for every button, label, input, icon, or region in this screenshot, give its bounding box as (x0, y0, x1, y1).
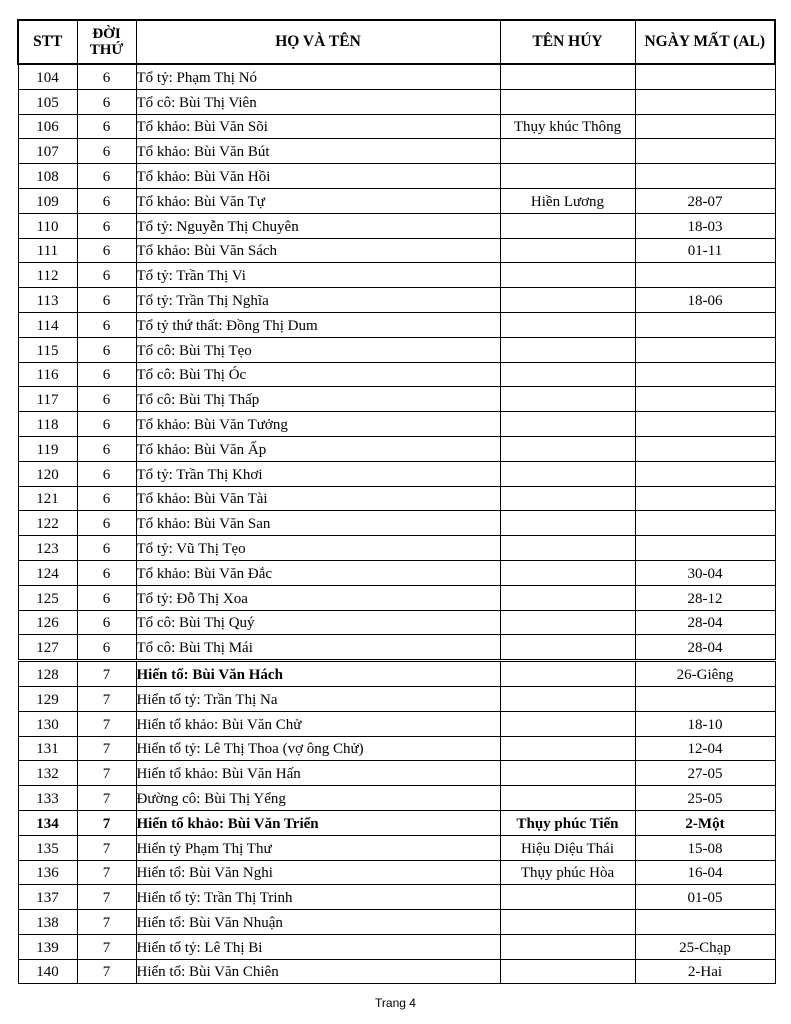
cell-generation: 6 (77, 337, 136, 362)
cell-death-date: 2-Một (635, 810, 775, 835)
header-name: HỌ VÀ TÊN (136, 20, 500, 64)
cell-alias (500, 436, 635, 461)
cell-generation: 7 (77, 910, 136, 935)
cell-name: Tổ tỷ: Vũ Thị Tẹo (136, 536, 500, 561)
cell-death-date (635, 89, 775, 114)
cell-alias (500, 288, 635, 313)
table-row (18, 835, 775, 860)
table-row (18, 436, 775, 461)
table-row (18, 412, 775, 437)
cell-alias (500, 934, 635, 959)
header-generation (77, 20, 136, 64)
cell-stt: 128 (18, 661, 77, 687)
cell-alias (500, 89, 635, 114)
cell-generation: 6 (77, 188, 136, 213)
cell-death-date (635, 263, 775, 288)
table-row (18, 560, 775, 585)
cell-name: Tổ tỷ: Nguyễn Thị Chuyên (136, 213, 500, 238)
cell-death-date: 01-05 (635, 885, 775, 910)
table-row (18, 959, 775, 984)
cell-alias (500, 910, 635, 935)
header-generation-line2: THỨ (89, 42, 124, 58)
cell-name: Tổ khảo: Bùi Văn Tưởng (136, 412, 500, 437)
cell-generation: 6 (77, 288, 136, 313)
cell-generation: 7 (77, 686, 136, 711)
cell-death-date: 28-04 (635, 635, 775, 661)
cell-death-date: 15-08 (635, 835, 775, 860)
table-row (18, 585, 775, 610)
cell-stt: 129 (18, 686, 77, 711)
cell-generation: 6 (77, 610, 136, 635)
cell-name: Tổ cô: Bùi Thị Tẹo (136, 337, 500, 362)
cell-generation: 7 (77, 711, 136, 736)
cell-name: Hiển tổ khảo: Bùi Văn Hấn (136, 761, 500, 786)
header-row (18, 20, 775, 64)
cell-generation: 6 (77, 114, 136, 139)
cell-stt: 131 (18, 736, 77, 761)
cell-name: Tổ cô: Bùi Thị Thấp (136, 387, 500, 412)
cell-generation: 6 (77, 164, 136, 189)
cell-death-date (635, 164, 775, 189)
cell-stt: 118 (18, 412, 77, 437)
cell-death-date (635, 362, 775, 387)
cell-death-date: 28-07 (635, 188, 775, 213)
cell-name: Tổ khảo: Bùi Văn Ấp (136, 436, 500, 461)
cell-generation: 7 (77, 835, 136, 860)
cell-generation: 7 (77, 661, 136, 687)
cell-stt: 123 (18, 536, 77, 561)
cell-stt: 105 (18, 89, 77, 114)
cell-name: Tổ cô: Bùi Thị Mái (136, 635, 500, 661)
cell-name: Tổ khảo: Bùi Văn Tự (136, 188, 500, 213)
cell-alias (500, 486, 635, 511)
table-row (18, 288, 775, 313)
cell-alias (500, 387, 635, 412)
table-row (18, 536, 775, 561)
cell-name: Hiển tổ: Bùi Văn Chiên (136, 959, 500, 984)
page-number: Trang 4 (375, 996, 416, 1010)
cell-stt: 137 (18, 885, 77, 910)
cell-death-date (635, 436, 775, 461)
cell-alias (500, 885, 635, 910)
cell-name: Tổ cô: Bùi Thị Óc (136, 362, 500, 387)
table-row (18, 910, 775, 935)
table-row (18, 139, 775, 164)
cell-stt: 111 (18, 238, 77, 263)
cell-death-date (635, 511, 775, 536)
cell-stt: 135 (18, 835, 77, 860)
cell-death-date (635, 387, 775, 412)
cell-generation: 7 (77, 934, 136, 959)
cell-alias (500, 511, 635, 536)
table-body (18, 64, 775, 984)
cell-name: Hiển tổ: Bùi Văn Nghi (136, 860, 500, 885)
cell-alias: Thụy phúc Tiến (500, 810, 635, 835)
table-row (18, 511, 775, 536)
cell-name: Tổ tỷ thứ thất: Đồng Thị Dum (136, 312, 500, 337)
cell-stt: 107 (18, 139, 77, 164)
cell-stt: 121 (18, 486, 77, 511)
cell-stt: 134 (18, 810, 77, 835)
cell-stt: 117 (18, 387, 77, 412)
cell-generation: 6 (77, 536, 136, 561)
cell-name: Hiển tổ tỷ: Trần Thị Na (136, 686, 500, 711)
header-generation-line1: ĐỜI (92, 26, 121, 42)
cell-death-date (635, 486, 775, 511)
cell-death-date (635, 461, 775, 486)
cell-death-date: 25-Chạp (635, 934, 775, 959)
cell-stt: 138 (18, 910, 77, 935)
cell-alias (500, 610, 635, 635)
cell-stt: 113 (18, 288, 77, 313)
table-header (18, 20, 775, 64)
cell-stt: 106 (18, 114, 77, 139)
cell-death-date (635, 536, 775, 561)
table-row (18, 686, 775, 711)
table-row (18, 885, 775, 910)
cell-generation: 6 (77, 312, 136, 337)
cell-stt: 119 (18, 436, 77, 461)
cell-generation: 6 (77, 238, 136, 263)
cell-alias (500, 786, 635, 811)
cell-stt: 122 (18, 511, 77, 536)
table-row (18, 661, 775, 687)
cell-stt: 110 (18, 213, 77, 238)
cell-alias (500, 412, 635, 437)
cell-name: Tổ khảo: Bùi Văn San (136, 511, 500, 536)
cell-alias: Hiền Lương (500, 188, 635, 213)
cell-death-date (635, 910, 775, 935)
cell-death-date (635, 412, 775, 437)
cell-name: Tổ tỷ: Trần Thị Vi (136, 263, 500, 288)
cell-stt: 132 (18, 761, 77, 786)
cell-stt: 136 (18, 860, 77, 885)
cell-generation: 7 (77, 786, 136, 811)
cell-generation: 7 (77, 885, 136, 910)
cell-stt: 124 (18, 560, 77, 585)
cell-name: Hiển tổ tỷ: Lê Thị Thoa (vợ ông Chử) (136, 736, 500, 761)
cell-stt: 139 (18, 934, 77, 959)
cell-name: Hiển tỷ Phạm Thị Thư (136, 835, 500, 860)
cell-generation: 6 (77, 486, 136, 511)
cell-stt: 140 (18, 959, 77, 984)
cell-generation: 6 (77, 362, 136, 387)
cell-stt: 120 (18, 461, 77, 486)
cell-alias (500, 711, 635, 736)
cell-death-date (635, 114, 775, 139)
table-row (18, 337, 775, 362)
table-row (18, 238, 775, 263)
header-stt: STT (18, 20, 77, 64)
cell-name: Tổ khảo: Bùi Văn Đắc (136, 560, 500, 585)
cell-name: Hiển tổ: Bùi Văn Nhuận (136, 910, 500, 935)
cell-name: Hiển tổ tỷ: Trần Thị Trinh (136, 885, 500, 910)
cell-stt: 115 (18, 337, 77, 362)
table-row (18, 761, 775, 786)
table-row (18, 188, 775, 213)
cell-stt: 127 (18, 635, 77, 661)
cell-generation: 6 (77, 511, 136, 536)
table-row (18, 362, 775, 387)
cell-alias (500, 263, 635, 288)
table-row (18, 164, 775, 189)
cell-name: Tổ tỷ: Trần Thị Nghĩa (136, 288, 500, 313)
cell-name: Tổ khảo: Bùi Văn Sõi (136, 114, 500, 139)
table-row (18, 711, 775, 736)
cell-stt: 104 (18, 64, 77, 89)
cell-alias (500, 164, 635, 189)
cell-death-date: 16-04 (635, 860, 775, 885)
cell-death-date: 30-04 (635, 560, 775, 585)
table-row (18, 387, 775, 412)
cell-alias (500, 337, 635, 362)
table-row (18, 263, 775, 288)
cell-name: Tổ khảo: Bùi Văn Sách (136, 238, 500, 263)
cell-death-date (635, 686, 775, 711)
cell-death-date: 27-05 (635, 761, 775, 786)
cell-generation: 6 (77, 64, 136, 89)
cell-name: Tổ khảo: Bùi Văn Bút (136, 139, 500, 164)
cell-name: Tổ cô: Bùi Thị Viên (136, 89, 500, 114)
cell-death-date: 28-04 (635, 610, 775, 635)
cell-alias (500, 461, 635, 486)
cell-alias: Hiệu Diệu Thái (500, 835, 635, 860)
table-row (18, 934, 775, 959)
cell-stt: 130 (18, 711, 77, 736)
cell-generation: 7 (77, 860, 136, 885)
cell-generation: 7 (77, 761, 136, 786)
cell-name: Tổ tỷ: Trần Thị Khơi (136, 461, 500, 486)
cell-alias (500, 959, 635, 984)
table-row (18, 610, 775, 635)
table-row (18, 860, 775, 885)
cell-stt: 125 (18, 585, 77, 610)
cell-alias: Thụy khúc Thông (500, 114, 635, 139)
cell-alias (500, 761, 635, 786)
cell-alias (500, 312, 635, 337)
genealogy-table (17, 19, 776, 984)
cell-stt: 112 (18, 263, 77, 288)
cell-generation: 6 (77, 560, 136, 585)
cell-stt: 109 (18, 188, 77, 213)
cell-alias (500, 213, 635, 238)
cell-name: Tổ khảo: Bùi Văn Hồi (136, 164, 500, 189)
cell-death-date: 28-12 (635, 585, 775, 610)
table-row (18, 486, 775, 511)
table-row (18, 736, 775, 761)
cell-name: Hiển tổ: Bùi Văn Hách (136, 661, 500, 687)
cell-name: Hiển tổ khảo: Bùi Văn Chử (136, 711, 500, 736)
cell-name: Tổ cô: Bùi Thị Quý (136, 610, 500, 635)
cell-death-date (635, 312, 775, 337)
table-row (18, 635, 775, 661)
cell-generation: 7 (77, 810, 136, 835)
cell-name: Tổ tỷ: Phạm Thị Nó (136, 64, 500, 89)
cell-death-date: 26-Giêng (635, 661, 775, 687)
table-row (18, 213, 775, 238)
cell-generation: 7 (77, 736, 136, 761)
cell-death-date: 18-06 (635, 288, 775, 313)
cell-name: Hiển tổ khảo: Bùi Văn Triển (136, 810, 500, 835)
cell-death-date: 18-03 (635, 213, 775, 238)
cell-generation: 7 (77, 959, 136, 984)
cell-death-date (635, 337, 775, 362)
cell-stt: 116 (18, 362, 77, 387)
cell-generation: 6 (77, 263, 136, 288)
cell-alias (500, 560, 635, 585)
cell-alias (500, 686, 635, 711)
cell-generation: 6 (77, 139, 136, 164)
table-row (18, 64, 775, 89)
cell-alias (500, 585, 635, 610)
cell-generation: 6 (77, 436, 136, 461)
cell-death-date: 18-10 (635, 711, 775, 736)
cell-stt: 126 (18, 610, 77, 635)
cell-generation: 6 (77, 89, 136, 114)
cell-alias (500, 536, 635, 561)
cell-generation: 6 (77, 387, 136, 412)
table-row (18, 89, 775, 114)
table-row (18, 810, 775, 835)
table-row (18, 114, 775, 139)
cell-alias (500, 238, 635, 263)
cell-death-date: 01-11 (635, 238, 775, 263)
cell-death-date (635, 64, 775, 89)
cell-generation: 6 (77, 635, 136, 661)
cell-name: Đường cô: Bùi Thị Yểng (136, 786, 500, 811)
cell-generation: 6 (77, 585, 136, 610)
cell-alias (500, 64, 635, 89)
cell-generation: 6 (77, 213, 136, 238)
cell-name: Tổ khảo: Bùi Văn Tài (136, 486, 500, 511)
header-alias: TÊN HÚY (500, 20, 635, 64)
table-row (18, 786, 775, 811)
cell-alias (500, 362, 635, 387)
cell-death-date: 2-Hai (635, 959, 775, 984)
cell-alias (500, 139, 635, 164)
header-death-date: NGÀY MẤT (AL) (635, 20, 775, 64)
cell-death-date: 25-05 (635, 786, 775, 811)
table-row (18, 461, 775, 486)
cell-alias: Thụy phúc Hòa (500, 860, 635, 885)
cell-alias (500, 736, 635, 761)
cell-generation: 6 (77, 461, 136, 486)
cell-stt: 114 (18, 312, 77, 337)
cell-death-date (635, 139, 775, 164)
cell-generation: 6 (77, 412, 136, 437)
table-row (18, 312, 775, 337)
cell-name: Tổ tỷ: Đỗ Thị Xoa (136, 585, 500, 610)
cell-alias (500, 661, 635, 687)
cell-stt: 108 (18, 164, 77, 189)
cell-alias (500, 635, 635, 661)
cell-name: Hiển tổ tỷ: Lê Thị Bi (136, 934, 500, 959)
cell-stt: 133 (18, 786, 77, 811)
cell-death-date: 12-04 (635, 736, 775, 761)
